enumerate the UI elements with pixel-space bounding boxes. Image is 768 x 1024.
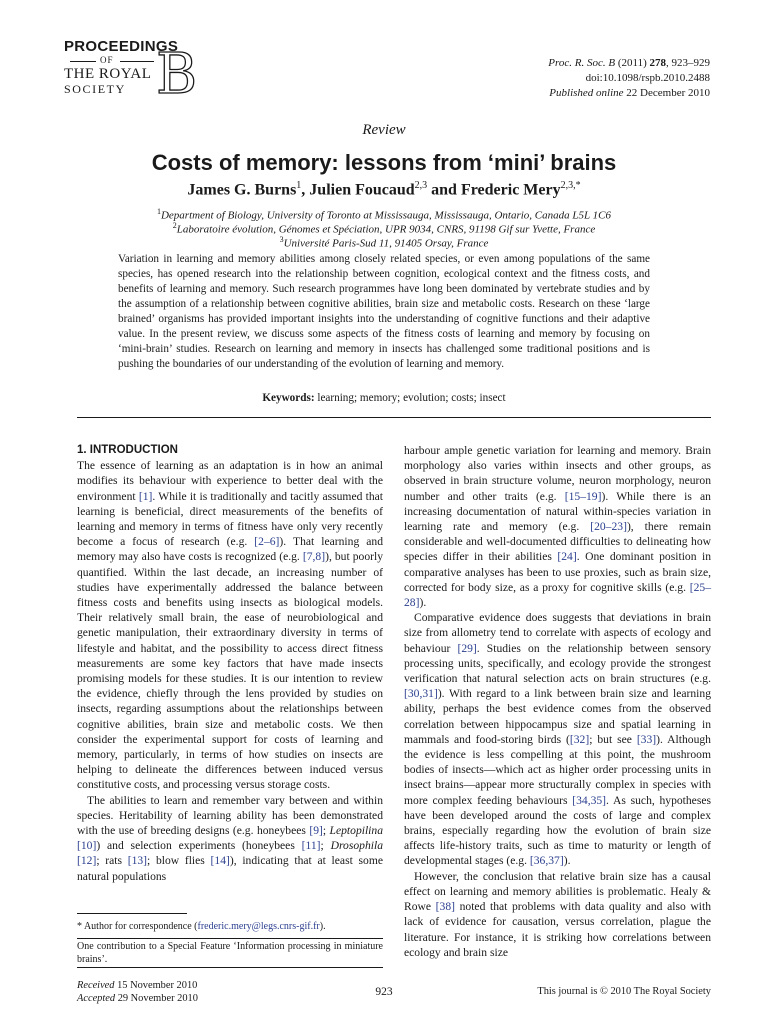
affiliation-text: Laboratoire évolution, Génomes et Spéciation, UPR 9034, CNRS, 91198 Gif sur Yvette, France [176,223,596,236]
affiliation [0,207,768,222]
doi[interactable]: doi:10.1098/rspb.2010.2488 [585,72,710,84]
text-run: ). Although the evidence is less compelling at this point, the mushroom bodies of insects—which act as higher order processing units in insect brains—appear more structurally complex in species with more complex feeding behaviours [404,732,711,807]
affiliation [0,235,768,250]
author-affiliation-mark: 2,3,* [560,180,581,191]
text-run: ). While there is an increasing documentation of natural within-species variation in learning rate and memory (e.g. [404,489,711,534]
header-divider [77,417,711,418]
reference-link[interactable]: [11] [301,839,321,853]
royal-society-logo [64,38,204,107]
published-label: Published online [549,87,624,99]
text-run: ; but see [589,732,637,746]
author-name: Frederic Mery [460,181,561,199]
reference-link[interactable]: [32] [569,732,590,746]
text-run: ). With regard to a link between brain size and learning ability, perhaps the best evidence comes from the observed correlation between hippocampus size and spatial learning in mammals and food-storing birds ( [404,687,711,746]
reference-link[interactable]: [34,35] [572,793,607,807]
paragraph [404,869,711,960]
body-column-left [77,443,383,884]
reference-link[interactable]: [1] [138,489,153,503]
copyright-footer: This journal is © 2010 The Royal Society [537,986,711,997]
author-list [0,180,768,199]
paragraph [404,443,711,610]
published-line [548,86,710,101]
citation-pages: , 923–929 [666,57,710,69]
author-affiliation-mark: 1 [296,180,302,191]
text-run: . While it is traditionally and tacitly assumed that learning is beneficial, direct measurements of the benefits of learning and memory in terms of fitness have only very recently become a focus of research (e.g. [77,489,383,549]
text-run: . One dominant position in comparative analyses has been to use proxies, such as brain size, corrected for body size, as a proxy for cognitive skills (e.g. [404,550,711,594]
contribution-divider [77,938,383,939]
logo-rule-right [120,61,154,62]
text-run: ), but poorly quantified. Within the last decade, an increasing number of studies have experimentally addressed the balance between fitness costs and benefits using insects as biological models. Their relatively small brain, the ease of neurobiological and genetic manipulation, their extraordinary diversity in terms of lifestyle and habitat, and the possibility to access direct fitness measurements are some key factors that have made insects promising models for these studies. It is our intention to review the evidence, chiefly through the lens provided by studies on insects, regarding assumptions about the relationships between cognitive abilities, brain size and metabolic costs. We then consider the experimental support for costs of learning and memory, particularly, in terms of how studies on insects are helping to delineate the differences between induced versus constitutive costs, and processing versus storage costs. [77,550,383,792]
footnote-text: * Author for correspondence ( [77,921,198,932]
article-title: Costs of memory: lessons from ‘mini’ brains [151,150,617,175]
reference-link[interactable]: [20–23] [590,520,627,534]
text-run: The essence of learning as an adaptation is in how an animal modifies its behaviour with experience to better deal with the environment [77,459,383,503]
accepted-date: 29 November 2010 [117,992,198,1004]
reference-link[interactable]: [33] [636,732,657,746]
text-run: ), indicating that at least some natural populations [77,854,383,883]
logo-of: OF [100,55,114,65]
body-column-right [404,443,711,960]
affiliation [0,221,768,236]
affiliation-text: Université Paris-Sud 11, 91405 Orsay, France [283,237,489,250]
citation-line [548,56,710,71]
text-run: ), there remain considerable and well-documented difficulties to delineating how species differ in their abilities [404,520,712,564]
section-heading: 1. INTRODUCTION [77,444,178,456]
reference-link[interactable]: [30,31] [404,687,438,701]
text-run: ; [320,839,331,853]
reference-link[interactable]: [36,37] [529,854,564,868]
received-date: 15 November 2010 [117,980,198,991]
text-run: Comparative evidence does suggests that deviations in brain size from allometry tend to correlate with aspects of ecology and behaviour [404,611,711,655]
reference-link[interactable]: [38] [435,900,455,914]
affiliation-mark: 2 [172,221,177,230]
logo-society: SOCIETY [64,82,126,96]
reference-link[interactable]: [25–28] [404,580,711,610]
citation-volume: 278 [649,57,666,69]
reference-link[interactable]: [2–6] [254,535,280,549]
abstract: Variation in learning and memory abilities among closely related species, or even among populations of the same species, has opened research into the relationship between cognition, ecological context and the fitness costs, and benefits of learning and memory. Such research programmes have long been dominated by vertebrate studies and by the assumption of a relationship between cognitive abilities, brain size and metabolic costs. Research on these ‘large brained’ organisms has provided important insights into the understanding of cognitive functions and their adaptive value. In the present review, we discuss some aspects of the fitness costs of learning and memory by focusing on ‘mini-brain’ studies. Research on learning and memory in insects has challenged some traditional positions and is pushing the boundaries of our understanding of the evolution of learning and memory. [118,253,650,370]
logo-b-letter: B [156,42,198,107]
text-run: noted that problems with data quality and also with lack of evidence for causation, versus correlation, plague the literature. For instance, it is striking how correlations between ecology and brain size [404,900,711,959]
affiliation-mark: 3 [279,235,284,244]
text-run: ). [419,596,427,610]
text-run: ; blow flies [147,854,211,868]
reference-link[interactable]: [24] [557,550,577,564]
reference-link[interactable]: [29] [457,641,477,655]
correspondence-email-link[interactable]: frederic.mery@legs.cnrs-gif.fr [197,921,320,932]
logo-the-royal: THE ROYAL [64,66,152,82]
keywords [0,392,768,404]
author-separator: and [427,181,461,199]
published-date: 22 December 2010 [626,87,710,99]
text-run: ). [563,854,571,868]
page-number: 923 [375,986,393,998]
keywords-label: Keywords: [262,392,315,404]
footnote-text: ). [319,921,326,932]
reference-link[interactable]: [7,8] [302,550,326,564]
text-run: The abilities to learn and remember vary between and within species. Heritability of learning ability has been demonstrated with the use of breeding designs (e.g. honeybees [77,793,383,838]
footnote-divider [77,913,187,914]
keywords-text: learning; memory; evolution; costs; insect [317,392,506,404]
text-run: ; rats [96,854,128,868]
accepted-label: Accepted [77,992,116,1004]
correspondence-footnote [77,920,383,933]
paragraph [77,793,383,884]
text-run: harbour ample genetic variation for learning and memory. Brain morphology also varies within insects and other groups, as observed in brain structure volume, neuron morphology, neuron number and other traits (e.g. [404,444,711,503]
logo-rule-left [70,61,96,62]
citation-year: (2011) [617,57,647,69]
text-run: . Studies on the relationship between sensory processing units, specifically, and ecology provide the strongest verification that natural selection acts on brain structures (e.g. [404,641,711,686]
received-label: Received [77,980,115,991]
contribution-divider-bottom [77,967,383,968]
species-name: Drosophila [330,839,383,853]
logo-proceedings: PROCEEDINGS [64,38,179,55]
reference-link[interactable]: [12] [77,854,97,868]
reference-link[interactable]: [14] [210,854,230,868]
text-run: . As such, hypotheses have been developed around the costs of large and complex brains, especially regarding how the evolution of brain size affects life-history traits, such as time to maturity or length of developmental stages (e.g. [404,793,711,868]
paragraph [404,610,711,868]
citation-block [548,56,710,101]
reference-link[interactable]: [13] [127,854,148,868]
affiliation-mark: 1 [156,207,161,216]
text-run: ; [322,824,330,838]
special-feature-note: One contribution to a Special Feature ‘Information processing in miniature brains’. [77,941,383,965]
author-name: James G. Burns [187,181,297,199]
species-name: Leptopilina [329,824,383,838]
text-run: ) and selection experiments (honeybees [96,839,302,853]
section-label: Review [362,122,406,138]
reference-link[interactable]: [10] [77,839,97,853]
reference-link[interactable]: [15–19] [564,489,602,503]
affiliation-text: Department of Biology, University of Toronto at Mississauga, Mississauga, Ontario, Canada L5L 1C6 [160,209,612,222]
author-separator: , [301,181,310,199]
paragraph [77,458,383,792]
author-name: Julien Foucaud [309,181,415,199]
text-run: However, the conclusion that relative brain size has a causal effect on learning and memory abilities is problematic. Healy & Rowe [404,869,711,914]
author-affiliation-mark: 2,3 [414,180,428,191]
text-run: ). That learning and memory may also have costs is recognized (e.g. [77,535,383,564]
journal-abbrev: Proc. R. Soc. B [548,57,616,69]
reference-link[interactable]: [9] [309,824,323,838]
